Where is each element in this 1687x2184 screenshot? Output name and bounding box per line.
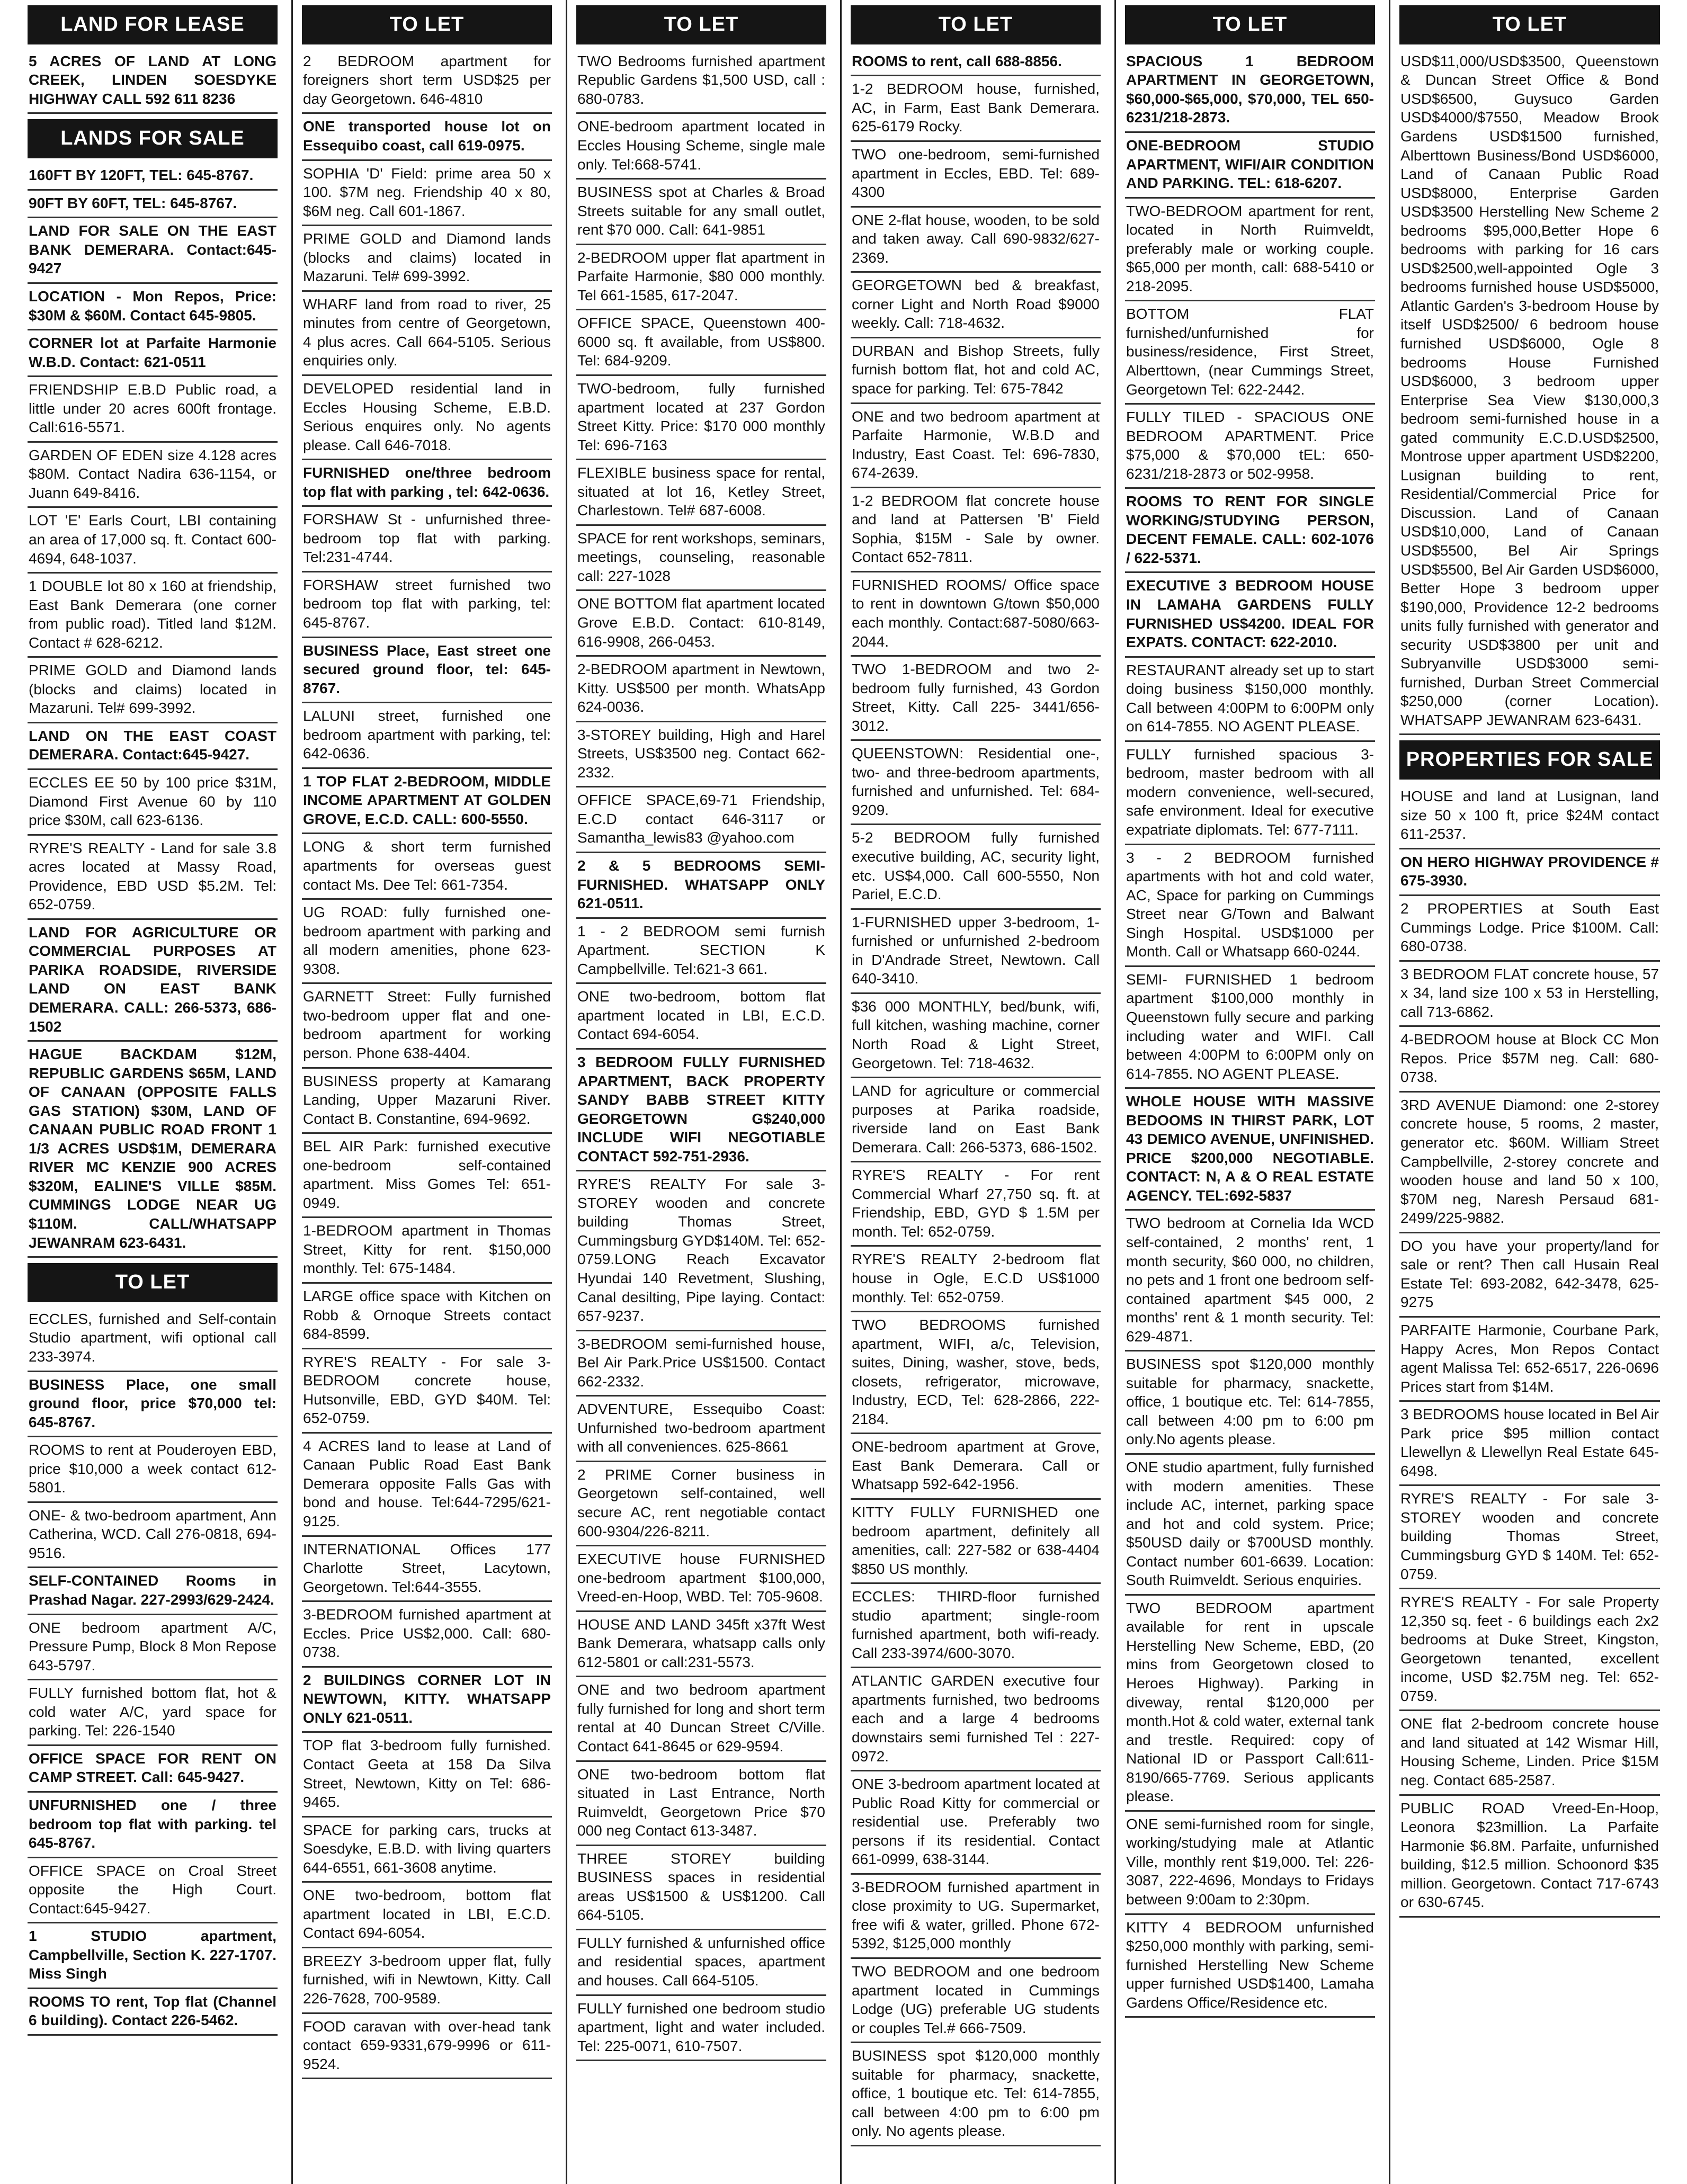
classified-ad: RYRE'S REALTY For sale 3-STOREY wooden and concrete building Thomas Street, Cummingsburg GYD$140M. Tel: 652-0759.LONG Reach Excavator Hyundai 140 Revetment, Slushing, Canal desilting, Pipe laying. Contact: 657-9237. [576,1171,826,1331]
classified-ad: FORSHAW street furnished two bedroom top flat with parking, tel: 645-8767. [302,572,552,638]
classified-ad: BUSINESS spot at Charles & Broad Streets suitable for any small outlet, rent $70 000. Call: 641-9851 [576,180,826,245]
column-divider [1389,0,1390,2184]
column-divider [1114,0,1116,2184]
classified-ad: ONE 2-flat house, wooden, to be sold and taken away. Call 690-9832/627-2369. [851,208,1101,273]
classified-ad: 2-BEDROOM apartment in Newtown, Kitty. US$500 per month. WhatsApp 624-0036. [576,657,826,722]
classified-ad: ONE- & two-bedroom apartment, Ann Catherina, WCD. Call 276-0818, 694-9516. [28,1503,278,1569]
classified-ad: SELF-CONTAINED Rooms in Prashad Nagar. 227-2993/629-2424. [28,1568,278,1615]
classified-ad: THREE STOREY building BUSINESS spaces in residential areas US$1500 & US$1200. Call 664-5105. [576,1846,826,1930]
column-3 [569,0,834,2184]
section-header: TO LET [1125,5,1375,44]
classified-ad: 2-BEDROOM upper flat apartment in Parfaite Harmonie, $80 000 monthly. Tel 661-1585, 617-2047. [576,245,826,311]
classified-ad: UNFURNISHED one / three bedroom top flat with parking. tel 645-8767. [28,1793,278,1858]
classified-ad: PARFAITE Harmonie, Courbane Park, Happy Acres, Mon Repos Contact agent Malissa Tel: 652-6517, 226-0696 Prices start from $14M. [1399,1318,1660,1402]
section-header: TO LET [576,5,826,44]
classified-ad: 3-BEDROOM semi-furnished house, Bel Air Park.Price US$1500. Contact 662-2332. [576,1331,826,1397]
classified-ad: RYRE'S REALTY - Land for sale 3.8 acres located at Massy Road, Providence, EBD USD $5.2M. Tel: 652-0759. [28,836,278,920]
classified-ad: $36 000 MONTHLY, bed/bunk, wifi, full kitchen, washing machine, corner North Road & Light Street, Georgetown. Tel: 718-4632. [851,994,1101,1078]
classified-ad: OFFICE SPACE, Queenstown 400-6000 sq. ft available, from US$800. Tel: 684-9209. [576,310,826,376]
section-header: TO LET [302,5,552,44]
classified-ad: DEVELOPED residential land in Eccles Housing Scheme, E.B.D. Serious enquires only. No agents please. Call 646-7018. [302,376,552,460]
classified-ad: SOPHIA 'D' Field: prime area 50 x 100. $7M neg. Friendship 40 x 80, $6M neg. Call 601-1867. [302,161,552,227]
section-header: LANDS FOR SALE [28,119,278,158]
classified-ad: BUSINESS spot $120,000 monthly suitable for pharmacy, snackette, office, 1 boutique etc. Tel: 614-7855, call between 4:00 pm to 6:00 pm only. No agents please. [851,2043,1101,2146]
classified-ad: LALUNI street, furnished one bedroom apartment with parking, tel: 642-0636. [302,703,552,769]
classified-ad: PRIME GOLD and Diamond lands (blocks and claims) located in Mazaruni. Tel# 699-3992. [28,658,278,723]
classified-ad: 1-FURNISHED upper 3-bedroom, 1-furnished or unfurnished 2-bedroom in D'Andrade Street, Newtown. Call 640-3410. [851,910,1101,994]
classified-ad: SPACE for rent workshops, seminars, meetings, counseling, reasonable call: 227-1028 [576,526,826,592]
section-header: TO LET [851,5,1101,44]
classified-ad: QUEENSTOWN: Residential one-, two- and three-bedroom apartments, furnished and unfurnished. Tel: 684-9209. [851,741,1101,825]
classified-ad: 1-BEDROOM apartment in Thomas Street, Kitty for rent. $150,000 monthly. Tel: 675-1484. [302,1218,552,1284]
classified-ad: FULLY furnished bottom flat, hot & cold water A/C, yard space for parking. Tel: 226-1540 [28,1680,278,1746]
classified-ad: FULLY furnished & unfurnished office and residential spaces, apartment and houses. Call 664-5105. [576,1930,826,1996]
classified-ad: RYRE'S REALTY 2-bedroom flat house in Ogle, E.C.D US$1000 monthly. Tel: 652-0759. [851,1247,1101,1312]
column-4 [843,0,1108,2184]
column-divider [840,0,842,2184]
classified-ad: FULLY furnished spacious 3-bedroom, master bedroom with all modern convenience, well-secured, safe environment. Ideal for executive expatriate diplomats. Tel: 677-7111. [1125,742,1375,845]
classified-ad: 90FT BY 60FT, TEL: 645-8767. [28,191,278,219]
classified-ad: ROOMS TO RENT FOR SINGLE WORKING/STUDYING PERSON, DECENT FEMALE. CALL: 602-1076 / 622-5371. [1125,489,1375,573]
classified-ad: 2 PROPERTIES at South East Cummings Lodge. Price $100M. Call: 680-0738. [1399,896,1660,962]
classified-ad: TWO bedroom at Cornelia Ida WCD self-contained, 2 months' rent, 1 month security, $60 000, no children, no pets and 1 front one bedroom self-contained apartment $45 000, 2 months' rent & 1 month security. Tel: 629-4871. [1125,1211,1375,1351]
classified-ad: FULLY furnished one bedroom studio apartment, light and water included. Tel: 225-0071, 610-7507. [576,1996,826,2062]
classified-ad: 2 BEDROOM apartment for foreigners short term USD$25 per day Georgetown. 646-4810 [302,49,552,114]
classified-ad: 2 BUILDINGS CORNER LOT IN NEWTOWN, KITTY. WHATSAPP ONLY 621-0511. [302,1668,552,1733]
section-header: LAND FOR LEASE [28,5,278,44]
classified-ad: GEORGETOWN bed & breakfast, corner Light and North Road $9000 weekly. Call: 718-4632. [851,273,1101,338]
classified-ad: LARGE office space with Kitchen on Robb & Ornoque Streets contact 684-8599. [302,1284,552,1349]
classified-ad: TWO 1-BEDROOM and two 2-bedroom fully furnished, 43 Gordon Street, Kitty. Call 225- 3441/656-3012. [851,657,1101,741]
classified-ad: CORNER lot at Parfaite Harmonie W.B.D. Contact: 621-0511 [28,330,278,377]
classified-ad: 3 BEDROOM FULLY FURNISHED APARTMENT, BACK PROPERTY SANDY BABB STREET KITTY GEORGETOWN G$240,000 INCLUDE WIFI NEGOTIABLE CONTACT 592-751-2936. [576,1050,826,1171]
classified-ad: ONE two-bedroom, bottom flat apartment located in LBI, E.C.D. Contact 694-6054. [302,1883,552,1948]
classified-ad: ONE two-bedroom, bottom flat apartment located in LBI, E.C.D. Contact 694-6054. [576,984,826,1050]
classified-ad: BREEZY 3-bedroom upper flat, fully furnished, wifi in Newtown, Kitty. Call 226-7628, 700-9589. [302,1948,552,2014]
classified-ad: FURNISHED one/three bedroom top flat with parking , tel: 642-0636. [302,460,552,507]
classified-ad: INTERNATIONAL Offices 177 Charlotte Street, Lacytown, Georgetown. Tel:644-3555. [302,1537,552,1603]
classified-ad: ONE semi-furnished room for single, working/studying male at Atlantic Ville, monthly rent $19,000. Tel: 226-3087, 222-4696, Mondays to Fridays between 9:00am to 2:30pm. [1125,1812,1375,1915]
classified-ad: ONE-BEDROOM STUDIO APARTMENT, WIFI/AIR CONDITION AND PARKING. TEL: 618-6207. [1125,133,1375,199]
classified-ad: 3-BEDROOM furnished apartment in close proximity to UG. Supermarket, free wifi & water, grilled. Phone 672-5392, $125,000 monthly [851,1875,1101,1959]
classified-ad: 4 ACRES land to lease at Land of Canaan Public Road East Bank Demerara opposite Falls Gas with bond and house. Tel:644-7295/621-9125. [302,1434,552,1537]
classified-ad: ROOMS TO rent, Top flat (Channel 6 building). Contact 226-5462. [28,1989,278,2036]
classified-ad: TOP flat 3-bedroom fully furnished. Contact Geeta at 158 Da Silva Street, Newtown, Kitty on Tel: 686-9465. [302,1733,552,1817]
classified-ad: ADVENTURE, Essequibo Coast: Unfurnished two-bedroom apartment with all conveniences. 625-8661 [576,1397,826,1462]
classified-ad: 3-STOREY building, High and Harel Streets, US$3500 neg. Contact 662-2332. [576,722,826,788]
classified-ad: 4-BEDROOM house at Block CC Mon Repos. Price $57M neg. Call: 680-0738. [1399,1027,1660,1093]
classified-ad: ECCLES: THIRD-floor furnished studio apartment; single-room furnished apartment, both wifi-ready. Call 233-3974/600-3070. [851,1584,1101,1668]
classified-ad: FORSHAW St - unfurnished three-bedroom top flat with parking. Tel:231-4744. [302,507,552,572]
classified-ad: 1 DOUBLE lot 80 x 160 at friendship, East Bank Demerara (one corner from public road). Titled land $12M. Contact # 628-6212. [28,574,278,658]
classified-ad: ONE two-bedroom bottom flat situated in Last Entrance, North Ruimveldt, Georgetown Price $70 000 neg Contact 613-3487. [576,1762,826,1846]
classified-ad: 1 - 2 BEDROOM semi furnish Apartment. SECTION K Campbellville. Tel:621-3 661. [576,919,826,984]
classified-ad: TWO-bedroom, fully furnished apartment located at 237 Gordon Street Kitty. Price: $170 000 monthly Tel: 696-7163 [576,376,826,460]
column-divider [291,0,293,2184]
classified-ad: ROOMS to rent at Pouderoyen EBD, price $10,000 a week contact 612-5801. [28,1437,278,1503]
classified-ad: DURBAN and Bishop Streets, fully furnish bottom flat, hot and cold AC, space for parking. Tel: 675-7842 [851,338,1101,404]
classified-ad: HOUSE and land at Lusignan, land size 50 x 100 ft, price $24M contact 611-2537. [1399,784,1660,849]
classified-ad: 1 TOP FLAT 2-BEDROOM, MIDDLE INCOME APARTMENT AT GOLDEN GROVE, E.C.D. CALL: 600-5550. [302,769,552,835]
classified-ad: TWO BEDROOM and one bedroom apartment located in Cummings Lodge (UG) preferable UG students or couples Tel.# 666-7509. [851,1959,1101,2043]
classified-ad: 1 STUDIO apartment, Campbellville, Section K. 227-1707. Miss Singh [28,1923,278,1989]
classified-ad: ROOMS to rent, call 688-8856. [851,49,1101,77]
classified-ad: LAND ON THE EAST COAST DEMERARA. Contact:645-9427. [28,723,278,770]
classified-ad: ONE studio apartment, fully furnished with modern amenities. These include AC, internet, parking space and hot and cold system. Price; $50USD daily or $700USD monthly. Contact number 601-6639. Location: South Ruimveldt. Serious enquiries. [1125,1455,1375,1596]
classified-ad: PUBLIC ROAD Vreed-En-Hoop, Leonora $23million. La Parfaite Harmonie $6.8M. Parfaite, unfurnished building, $12.5 million. Schoonord $35 million. Georgetown. Contact 717-6743 or 630-6745. [1399,1796,1660,1918]
classified-ad: LAND FOR AGRICULTURE OR COMMERCIAL PURPOSES AT PARIKA ROADSIDE, RIVERSIDE LAND ON EAST BANK DEMERARA. CALL: 266-5373, 686-1502 [28,920,278,1042]
classified-ad: ONE-bedroom apartment located in Eccles Housing Scheme, single male only. Tel:668-5741. [576,114,826,180]
classified-ad: ONE and two bedroom apartment fully furnished for long and short term rental at 40 Duncan Street C/Ville. Contact 641-8645 or 629-9594. [576,1677,826,1761]
classified-ad: EXECUTIVE house FURNISHED one-bedroom apartment $100,000, Vreed-en-Hoop, WBD. Tel: 705-9608. [576,1546,826,1612]
classified-ad: LONG & short term furnished apartments for overseas guest contact Ms. Dee Tel: 661-7354. [302,834,552,900]
classified-ad: 3RD AVENUE Diamond: one 2-storey concrete house, 5 rooms, 2 master, generator etc. $60M. William Street Campbellville, 2-storey concrete and wooden house and land 50 x 100, $70M neg, Naresh Persaud 681-2499/225-9882. [1399,1093,1660,1233]
column-1 [20,0,285,2184]
classified-ad: ONE bedroom apartment A/C, Pressure Pump, Block 8 Mon Repose 643-5797. [28,1615,278,1681]
classified-ad: FOOD caravan with over-head tank contact 659-9331,679-9996 or 611-9524. [302,2014,552,2080]
classified-ad: DO you have your property/land for sale or rent? Then call Husain Real Estate Tel: 693-2082, 642-3478, 625-9275 [1399,1233,1660,1318]
classified-ad: RYRE'S REALTY - For rent Commercial Wharf 27,750 sq. ft. at Friendship, EBD, GYD $ 1.5M per month. Tel: 652-0759. [851,1162,1101,1247]
classified-ad: 3 - 2 BEDROOM furnished apartments with hot and cold water, AC, Space for parking on Cummings Street near G/Town and Balwant Singh Hospital. USD$1000 per Month. Call or Whatsapp 660-0244. [1125,845,1375,967]
classified-ad: TWO one-bedroom, semi-furnished apartment in Eccles, EBD. Tel: 689-4300 [851,142,1101,208]
classified-ad: KITTY FULLY FURNISHED one bedroom apartment, definitely all amenities, call: 227-582 or 638-4404 $850 US monthly. [851,1500,1101,1584]
classified-ad: EXECUTIVE 3 BEDROOM HOUSE IN LAMAHA GARDENS FULLY FURNISHED US$4200. IDEAL FOR EXPATS. CONTACT: 622-2010. [1125,573,1375,657]
classified-ad: WHOLE HOUSE WITH MASSIVE BEDOOMS IN THIRST PARK, LOT 43 DEMICO AVENUE, UNFINISHED. PRICE $200,000 NEGOTIABLE. CONTACT: N, A & O REAL ESTATE AGENCY. TEL:692-5837 [1125,1089,1375,1211]
classified-ad: 5-2 BEDROOM fully furnished executive building, AC, security light, etc. US$4,000. Call 600-5550, Non Pariel, E.C.D. [851,825,1101,909]
classified-ad: 3-BEDROOM furnished apartment at Eccles. Price US$2,000. Call: 680-0738. [302,1602,552,1668]
classified-ad: HAGUE BACKDAM $12M, REPUBLIC GARDENS $65M, LAND OF CANAAN (OPPOSITE FALLS GAS STATION) $30M, LAND OF CANAAN PUBLIC ROAD FRONT 1 1/3 ACRES USD$1M, DEMERARA RIVER MC KENZIE 900 ACRES $320M, EALINE'S VILLE $85M. CUMMINGS LODGE NEAR UG $110M. CALL/WHATSAPP JEWANRAM 623-6431. [28,1042,278,1258]
classified-ad: RYRE'S REALTY - For sale 3-STOREY wooden and concrete building Thomas Street, Cummingsburg GYD $ 140M. Tel: 652-0759. [1399,1486,1660,1589]
column-6 [1392,0,1667,2184]
classified-ad: GARDEN OF EDEN size 4.128 acres $80M. Contact Nadira 636-1154, or Juann 649-8416. [28,443,278,508]
classified-ad: OFFICE SPACE FOR RENT ON CAMP STREET. Call: 645-9427. [28,1746,278,1793]
classified-ad: TWO BEDROOM apartment available for rent in upscale Herstelling New Scheme, EBD, (20 mins from Georgetown closed to Heroes Highway). Parking in diveway, rental $120,000 per month.Hot & cold water, external tank and trestle. Required: copy of National ID or Passport Call:611-8190/665-7769. Serious applicants please. [1125,1596,1375,1812]
section-header: TO LET [28,1263,278,1302]
classified-ad: FULLY TILED - SPACIOUS ONE BEDROOM APARTMENT. Price $75,000 & $70,000 tEL: 650-6231/218-2873 or 502-9958. [1125,405,1375,489]
classified-ad: OFFICE SPACE on Croal Street opposite the High Court. Contact:645-9427. [28,1858,278,1924]
classified-ad: TWO Bedrooms furnished apartment Republic Gardens $1,500 USD, call : 680-0783. [576,49,826,114]
classified-ad: BUSINESS spot $120,000 monthly suitable for pharmacy, snackette, office, 1 boutique etc. Tel: 614-7855, call between 4:00 pm to 6:00 pm only.No agents please. [1125,1351,1375,1455]
classified-ad: FRIENDSHIP E.B.D Public road, a little under 20 acres 600ft frontage. Call:616-5571. [28,377,278,443]
classified-ad: GARNETT Street: Fully furnished two-bedroom upper flat and one-bedroom apartment for working person. Phone 638-4404. [302,984,552,1068]
classified-ad: ATLANTIC GARDEN executive four apartments furnished, two bedrooms each and a large 4 bedrooms downstairs semi furnished Tel : 227-0972. [851,1668,1101,1771]
classified-ad: KITTY 4 BEDROOM unfurnished $250,000 monthly with parking, semi-furnished Herstelling New Scheme upper furnished USD$1400, Lamaha Gardens Office/Residence etc. [1125,1915,1375,2018]
classified-ad: ON HERO HIGHWAY PROVIDENCE # 675-3930. [1399,849,1660,896]
classified-ad: OFFICE SPACE,69-71 Friendship, E.C.D contact 646-3117 or Samantha_lewis83 @yahoo.com [576,787,826,853]
classified-ad: RYRE'S REALTY - For sale Property 12,350 sq. feet - 6 buildings each 2x2 bedrooms at Duke Street, Kingston, Georgetown tenanted, excellent income, USD $2.75M neg. Tel: 652-0759. [1399,1589,1660,1711]
classified-ad: LOCATION - Mon Repos, Price: $30M & $60M. Contact 645-9805. [28,284,278,330]
classified-ad: ONE and two bedroom apartment at Parfaite Harmonie, W.B.D and Industry, East Coast. Tel: 696-7830, 674-2639. [851,404,1101,488]
classified-ad: BOTTOM FLAT furnished/unfurnished for business/residence, First Street, Alberttown, (near Cummings Street, Georgetown Tel: 622-2442. [1125,301,1375,405]
classified-ad: ONE flat 2-bedroom concrete house and land situated at 142 Wismar Hill, Housing Scheme, Linden. Price $15M neg. Contact 685-2587. [1399,1711,1660,1795]
classified-ad: 1-2 BEDROOM flat concrete house and land at Pattersen 'B' Field Sophia, $15M - Sale by owner. Contact 652-7811. [851,488,1101,572]
classified-ad: RESTAURANT already set up to start doing business $150,000 monthly. Call between 4:00PM to 6:00PM only on 614-7855. NO AGENT PLEASE. [1125,658,1375,742]
section-header: TO LET [1399,5,1660,44]
classified-ad: RYRE'S REALTY - For sale 3-BEDROOM concrete house, Hutsonville, EBD, GYD $40M. Tel: 652-0759. [302,1349,552,1434]
column-2 [294,0,559,2184]
classified-ad: 3 BEDROOMS house located in Bel Air Park price $95 million contact Llewellyn & Llewellyn Real Estate 645-6498. [1399,1402,1660,1486]
classified-ad: ONE transported house lot on Essequibo coast, call 619-0975. [302,114,552,160]
classified-ad: ECCLES, furnished and Self-contain Studio apartment, wifi optional call 233-3974. [28,1306,278,1372]
classified-ad: LAND for agriculture or commercial purposes at Parika roadside, riverside land on East Bank Demerara. Call: 266-5373, 686-1502. [851,1078,1101,1162]
classified-ad: 160FT BY 120FT, TEL: 645-8767. [28,163,278,191]
column-5 [1118,0,1382,2184]
classified-ad: BUSINESS property at Kamarang Landing, Upper Mazaruni River. Contact B. Constantine, 694-9692. [302,1069,552,1134]
classified-ad: BUSINESS Place, East street one secured ground floor, tel: 645-8767. [302,638,552,704]
classified-ad: TWO-BEDROOM apartment for rent, located in North Ruimveldt, preferably male or working couple. $65,000 per month, call: 688-5410 or 218-2095. [1125,199,1375,302]
classified-ad: ECCLES EE 50 by 100 price $31M, Diamond First Avenue 60 by 110 price $30M, call 623-6136. [28,770,278,836]
classified-ad: PRIME GOLD and Diamond lands (blocks and claims) located in Mazaruni. Tel# 699-3992. [302,226,552,292]
section-header: PROPERTIES FOR SALE [1399,740,1660,780]
classified-ad: HOUSE AND LAND 345ft x37ft West Bank Demerara, whatsapp calls only 612-5801 or call:231-5573. [576,1612,826,1678]
classified-ad: USD$11,000/USD$3500, Queenstown & Duncan Street Office & Bond USD$6500, Guysuco Garden USD$4000/$7550, Meadow Brook Gardens USD$1500 furnished, Alberttown Business/Bond USD$6000, Land of Canaan Public Road USD$8000, Enterprise Garden USD$3500 Herstelling New Scheme 2 bedrooms $95,000,Better Hope 6 bedrooms with parking for 16 cars USD$2500,well-appointed Ogle 3 bedrooms furnished house USD$5000, Atlantic Garden's 3-bedroom House by itself USD$2500/ 6 bedroom house furnished USD$6000, Ogle 8 bedrooms House Furnished USD$6000, 3 bedroom upper Enterprise Sea View $130,000,3 bedroom semi-furnished house in a gated community E.C.D.USD$2500, Montrose upper apartment USD$2200, Lusignan building to rent, Residential/Commercial Price for Discussion. Land of Canaan USD$10,000, Land of Canaan USD$5500, Bel Air Springs USD$5500, Bel Air Garden USD$6000, Better Hope 3 bedroom upper $190,000, Providence 12-2 bedrooms units fully furnished with generator and security USD$3800 per unit and Subryanville USD$3000 semi-furnished, Durban Street Commercial $250,000 (corner Location). WHATSAPP JEWANRAM 623-6431. [1399,49,1660,736]
classified-ad: BEL AIR Park: furnished executive one-bedroom self-contained apartment. Miss Gomes Tel: 651-0949. [302,1134,552,1218]
classified-ad: WHARF land from road to river, 25 minutes from centre of Georgetown, 4 plus acres. Call 664-5105. Serious enquiries only. [302,292,552,376]
classified-ad: 2 PRIME Corner business in Georgetown self-contained, well secure AC, rent negotiable contact 600-9304/226-8211. [576,1462,826,1546]
classified-ad: 3 BEDROOM FLAT concrete house, 57 x 34, land size 100 x 53 in Herstelling, call 713-6862. [1399,962,1660,1027]
classified-ad: SEMI- FURNISHED 1 bedroom apartment $100,000 monthly in Queenstown fully secure and parking including water and WIFI. Call between 4:00PM to 6:00PM only on 614-7855. NO AGENT PLEASE. [1125,967,1375,1089]
column-divider [566,0,567,2184]
classified-ad: BUSINESS Place, one small ground floor, price $70,000 tel: 645-8767. [28,1372,278,1438]
classified-ad: FLEXIBLE business space for rental, situated at lot 16, Ketley Street, Charlestown. Tel# 687-6008. [576,460,826,526]
classified-ad: LAND FOR SALE ON THE EAST BANK DEMERARA. Contact:645-9427 [28,218,278,284]
classified-ad: 2 & 5 BEDROOMS SEMI-FURNISHED. WHATSAPP ONLY 621-0511. [576,853,826,919]
classified-ad: FURNISHED ROOMS/ Office space to rent in downtown G/town $50,000 each monthly. Contact:687-5080/663-2044. [851,572,1101,657]
classified-ad: ONE-bedroom apartment at Grove, East Bank Demerara. Call or Whatsapp 592-642-1956. [851,1434,1101,1500]
classified-ad: 5 ACRES OF LAND AT LONG CREEK, LINDEN SOESDYKE HIGHWAY CALL 592 611 8236 [28,49,278,114]
classified-ad: TWO BEDROOMS furnished apartment, WIFI, a/c, Television, suites, Dining, washer, stove, beds, closets, refrigerator, microwave, Industry, ECD, Tel: 628-2866, 222-2184. [851,1312,1101,1434]
classified-ad: 1-2 BEDROOM house, furnished, AC, in Farm, East Bank Demerara. 625-6179 Rocky. [851,76,1101,142]
classified-ad: LOT 'E' Earls Court, LBI containing an area of 17,000 sq. ft. Contact 600-4694, 648-1037. [28,508,278,574]
classified-ad: SPACIOUS 1 BEDROOM APARTMENT IN GEORGETOWN, $60,000-$65,000, $70,000, TEL 650-6231/218-2873. [1125,49,1375,133]
classified-ad: ONE 3-bedroom apartment located at Public Road Kitty for commercial or residential use. Preferably two persons if its residential. Contact 661-0999, 638-3144. [851,1771,1101,1875]
classified-ad: UG ROAD: fully furnished one-bedroom apartment with parking and all modern amenities, phone 623-9308. [302,900,552,984]
classified-ad: SPACE for parking cars, trucks at Soesdyke, E.B.D. with living quarters 644-6551, 661-3608 anytime. [302,1818,552,1883]
classified-ad: ONE BOTTOM flat apartment located Grove E.B.D. Contact: 610-8149, 616-9908, 266-0453. [576,591,826,657]
